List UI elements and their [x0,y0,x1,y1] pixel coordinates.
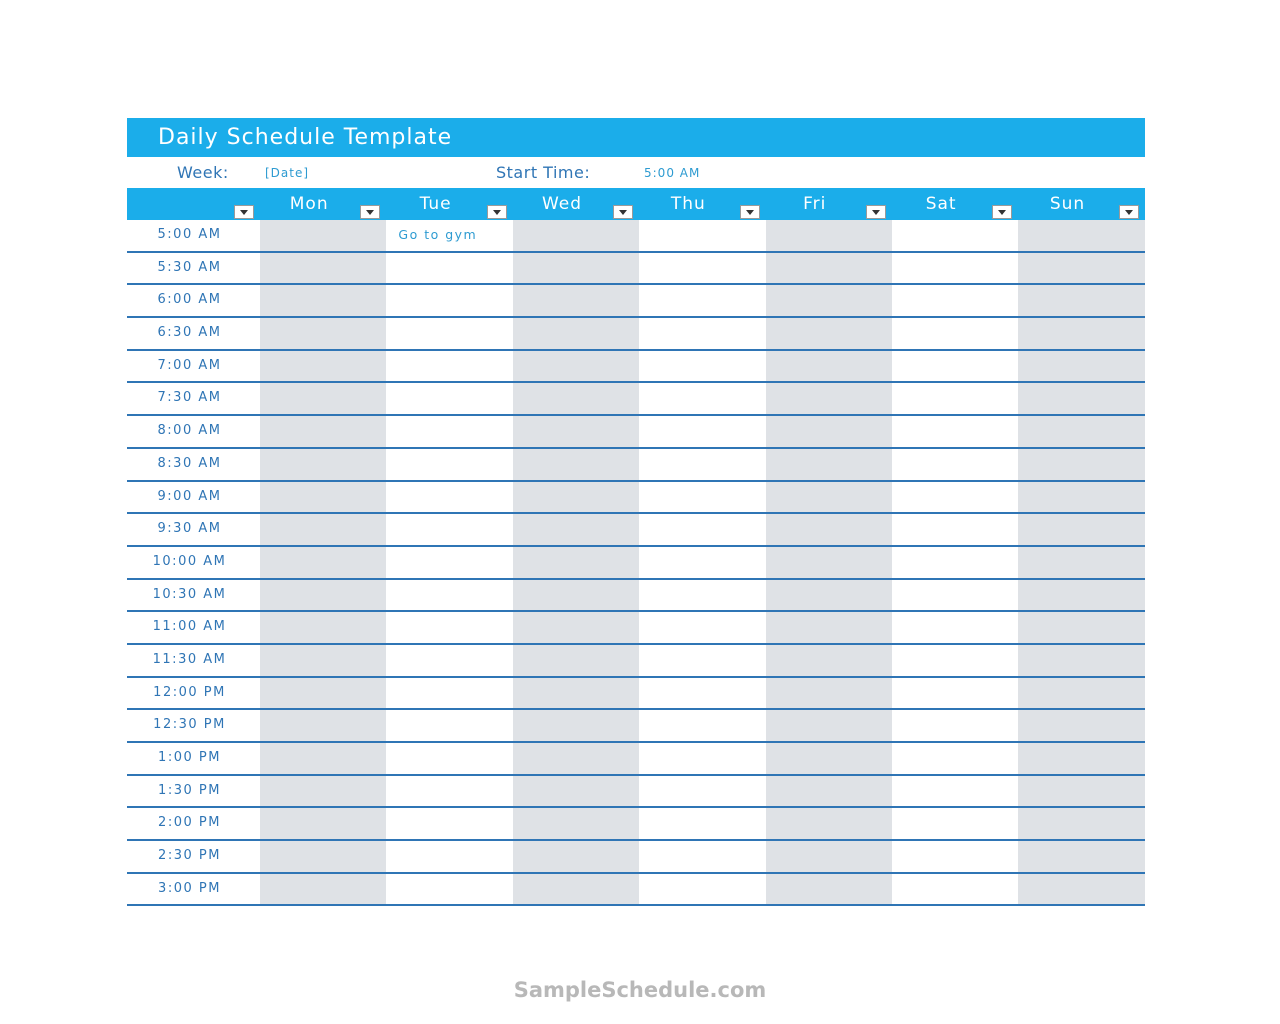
schedule-cell[interactable] [639,416,765,447]
schedule-cell[interactable] [260,678,386,709]
schedule-cell[interactable] [1018,285,1144,316]
schedule-cell[interactable] [639,645,765,676]
schedule-cell[interactable] [1018,220,1144,251]
schedule-cell[interactable] [892,514,1018,545]
time-label: 2:30 PM [158,848,221,864]
schedule-cell[interactable] [766,678,892,709]
schedule-cell[interactable] [892,743,1018,774]
schedule-cell[interactable] [260,220,386,251]
schedule-cell[interactable] [1018,449,1144,480]
schedule-cell[interactable] [639,612,765,643]
schedule-cell[interactable] [260,285,386,316]
schedule-cell[interactable]: Go to gym [398,227,478,242]
schedule-cell[interactable] [260,351,386,382]
schedule-cell[interactable] [892,776,1018,807]
schedule-cell[interactable] [386,285,512,316]
schedule-cell[interactable] [260,482,386,513]
schedule-cell[interactable] [260,841,386,872]
schedule-cell[interactable] [1018,612,1144,643]
schedule-cell[interactable] [1018,841,1144,872]
schedule-cell[interactable] [639,678,765,709]
day-header-label: Mon [289,194,329,214]
time-label: 6:30 AM [157,325,222,341]
table-row [127,743,1145,776]
schedule-cell[interactable] [1018,351,1144,382]
schedule-cell[interactable] [639,776,765,807]
time-label: 3:00 PM [158,880,221,896]
table-row [127,580,1145,613]
schedule-cell[interactable] [1018,482,1144,513]
schedule-cell[interactable] [513,351,639,382]
table-row [127,874,1145,907]
table-row [127,351,1145,384]
schedule-cell[interactable] [386,416,512,447]
schedule-cell[interactable] [386,743,512,774]
schedule-cell[interactable] [386,318,512,349]
title-bar [127,118,1145,157]
schedule-cell[interactable] [1018,253,1144,284]
filter-dropdown-icon[interactable] [360,205,380,219]
schedule-cell[interactable] [639,318,765,349]
table-row [127,514,1145,547]
time-label: 1:30 PM [158,782,221,798]
schedule-cell[interactable] [513,841,639,872]
time-label: 5:00 AM [157,227,222,242]
schedule-cell[interactable] [766,776,892,807]
schedule-cell[interactable] [892,710,1018,741]
schedule-cell[interactable] [513,547,639,578]
schedule-cell[interactable] [260,776,386,807]
time-label: 8:30 AM [157,455,222,471]
schedule-cell[interactable] [766,318,892,349]
schedule-cell[interactable] [766,416,892,447]
schedule-cell[interactable] [766,645,892,676]
time-label: 7:30 AM [157,390,222,406]
schedule-cell[interactable] [386,612,512,643]
table-row [127,482,1145,515]
schedule-cell[interactable] [513,318,639,349]
schedule-cell[interactable] [386,482,512,513]
schedule-cell[interactable] [766,808,892,839]
time-label: 5:30 AM [157,259,222,275]
day-header-wed [513,188,639,220]
schedule-cell[interactable] [766,710,892,741]
week-value[interactable]: [Date] [265,166,310,180]
schedule-cell[interactable] [1018,547,1144,578]
schedule-cell[interactable] [386,449,512,480]
schedule-cell[interactable] [386,514,512,545]
schedule-cell[interactable] [1018,874,1144,905]
time-label: 11:30 AM [152,651,227,667]
header-row [127,188,1145,220]
table-row [127,776,1145,809]
schedule-cell[interactable] [513,514,639,545]
schedule-cell[interactable] [639,514,765,545]
schedule-cell[interactable] [892,318,1018,349]
time-label: 9:30 AM [157,521,222,537]
schedule-cell[interactable] [766,482,892,513]
footer-watermark: SampleSchedule.com [513,978,767,1002]
schedule-cell[interactable] [260,645,386,676]
schedule-cell[interactable] [892,645,1018,676]
time-label: 6:00 AM [157,292,222,308]
schedule-cell[interactable] [1018,580,1144,611]
schedule-cell[interactable] [386,253,512,284]
schedule-cell[interactable] [766,612,892,643]
schedule-cell[interactable] [513,482,639,513]
schedule-cell[interactable] [892,449,1018,480]
schedule-cell[interactable] [1018,678,1144,709]
schedule-cell[interactable] [260,416,386,447]
week-label: Week: [177,163,229,182]
filter-dropdown-icon[interactable] [1119,205,1139,219]
table-row [127,449,1145,482]
table-row [127,547,1145,580]
schedule-cell[interactable] [513,285,639,316]
filter-dropdown-icon[interactable] [234,205,254,219]
schedule-cell[interactable] [513,808,639,839]
table-row [127,285,1145,318]
day-header-label: Thu [670,194,706,214]
schedule-cell[interactable] [892,841,1018,872]
schedule-cell[interactable] [260,383,386,414]
schedule-grid [127,220,1145,906]
schedule-cell[interactable] [1018,808,1144,839]
schedule-cell[interactable] [513,710,639,741]
schedule-cell[interactable] [513,383,639,414]
schedule-cell[interactable] [892,547,1018,578]
schedule-cell[interactable] [1018,645,1144,676]
filter-dropdown-icon[interactable] [487,205,507,219]
schedule-cell[interactable] [639,253,765,284]
schedule-cell[interactable] [386,841,512,872]
schedule-cell[interactable] [766,874,892,905]
schedule-cell[interactable] [639,874,765,905]
schedule-cell[interactable] [513,612,639,643]
time-label: 9:00 AM [157,488,222,504]
start-time-label: Start Time: [496,163,591,182]
schedule-cell[interactable] [260,612,386,643]
schedule-cell[interactable] [513,678,639,709]
time-column-header [127,188,260,220]
table-row [127,612,1145,645]
schedule-cell[interactable] [386,808,512,839]
table-row [127,808,1145,841]
schedule-cell[interactable] [513,253,639,284]
schedule-cell[interactable] [766,449,892,480]
filter-dropdown-icon[interactable] [866,205,886,219]
schedule-cell[interactable] [1018,776,1144,807]
schedule-cell[interactable] [386,580,512,611]
time-label: 2:00 PM [158,815,221,831]
schedule-cell[interactable] [892,351,1018,382]
schedule-cell[interactable] [766,285,892,316]
schedule-cell[interactable] [892,285,1018,316]
schedule-cell[interactable] [639,285,765,316]
table-row [127,645,1145,678]
schedule-cell[interactable] [1018,710,1144,741]
filter-dropdown-icon[interactable] [613,205,633,219]
schedule-cell[interactable] [892,416,1018,447]
table-row [127,678,1145,711]
schedule-cell[interactable] [1018,514,1144,545]
schedule-cell[interactable] [892,678,1018,709]
day-header-thu [639,188,765,220]
time-label: 7:00 AM [157,357,222,373]
schedule-cell[interactable] [386,383,512,414]
schedule-sheet [127,118,1145,906]
schedule-cell[interactable] [260,743,386,774]
schedule-cell[interactable] [639,449,765,480]
meta-row [127,157,1145,188]
day-header-label: Wed [541,194,583,214]
schedule-cell[interactable] [639,351,765,382]
schedule-cell[interactable] [639,710,765,741]
schedule-cell[interactable] [260,874,386,905]
day-header-label: Sun [1049,194,1086,214]
schedule-cell[interactable] [892,580,1018,611]
schedule-cell[interactable] [260,318,386,349]
schedule-cell[interactable] [386,547,512,578]
schedule-cell[interactable] [260,514,386,545]
schedule-cell[interactable] [260,449,386,480]
day-header-tue [386,188,512,220]
day-header-label: Sat [925,194,957,214]
schedule-cell[interactable] [1018,743,1144,774]
table-row [127,383,1145,416]
time-label: 12:30 PM [153,717,226,733]
schedule-cell[interactable] [892,383,1018,414]
page-title: Daily Schedule Template [158,125,453,150]
filter-dropdown-icon[interactable] [740,205,760,219]
schedule-cell[interactable] [766,547,892,578]
schedule-cell[interactable] [260,253,386,284]
schedule-cell[interactable] [386,710,512,741]
time-label: 10:30 AM [152,586,227,602]
schedule-cell[interactable] [260,808,386,839]
schedule-cell[interactable] [639,383,765,414]
schedule-cell[interactable] [639,547,765,578]
filter-dropdown-icon[interactable] [992,205,1012,219]
schedule-cell[interactable] [513,416,639,447]
table-row [127,318,1145,351]
schedule-cell[interactable] [639,580,765,611]
table-row [127,841,1145,874]
time-label: 8:00 AM [157,423,222,439]
schedule-cell[interactable] [513,645,639,676]
schedule-cell[interactable] [513,874,639,905]
day-header-sun [1018,188,1144,220]
day-header-label: Tue [419,194,452,214]
schedule-cell[interactable] [892,482,1018,513]
time-label: 12:00 PM [153,684,226,700]
schedule-cell[interactable] [892,253,1018,284]
schedule-cell[interactable] [513,580,639,611]
schedule-cell[interactable] [639,482,765,513]
schedule-cell[interactable] [892,874,1018,905]
schedule-cell[interactable] [766,220,892,251]
schedule-cell[interactable] [513,743,639,774]
schedule-cell[interactable] [639,808,765,839]
schedule-cell[interactable] [639,220,765,251]
table-row [127,220,1145,253]
time-label: 11:00 AM [152,619,227,635]
schedule-cell[interactable] [766,743,892,774]
day-header-mon [260,188,386,220]
time-label: 1:00 PM [158,750,221,765]
schedule-cell[interactable] [513,776,639,807]
table-row [127,416,1145,449]
schedule-cell[interactable] [892,220,1018,251]
schedule-cell[interactable] [892,612,1018,643]
schedule-cell[interactable] [766,383,892,414]
schedule-cell[interactable] [766,514,892,545]
schedule-cell[interactable] [766,580,892,611]
table-row [127,253,1145,286]
schedule-cell[interactable] [260,547,386,578]
schedule-cell[interactable] [260,580,386,611]
schedule-cell[interactable] [639,841,765,872]
schedule-cell[interactable] [1018,383,1144,414]
day-header-fri [766,188,892,220]
schedule-cell[interactable] [513,220,639,251]
schedule-cell[interactable] [386,776,512,807]
schedule-cell[interactable] [1018,416,1144,447]
schedule-cell[interactable] [892,808,1018,839]
schedule-cell[interactable] [386,678,512,709]
table-row [127,710,1145,743]
schedule-cell[interactable] [513,449,639,480]
schedule-cell[interactable] [639,743,765,774]
day-header-sat [892,188,1018,220]
schedule-cell[interactable] [386,645,512,676]
schedule-cell[interactable] [766,841,892,872]
schedule-cell[interactable] [766,351,892,382]
schedule-cell[interactable] [386,351,512,382]
schedule-cell[interactable] [1018,318,1144,349]
start-time-value[interactable]: 5:00 AM [644,166,701,180]
schedule-cell[interactable] [260,710,386,741]
time-label: 10:00 AM [152,553,227,569]
day-header-label: Fri [803,194,827,214]
schedule-cell[interactable] [386,874,512,905]
schedule-cell[interactable] [766,253,892,284]
